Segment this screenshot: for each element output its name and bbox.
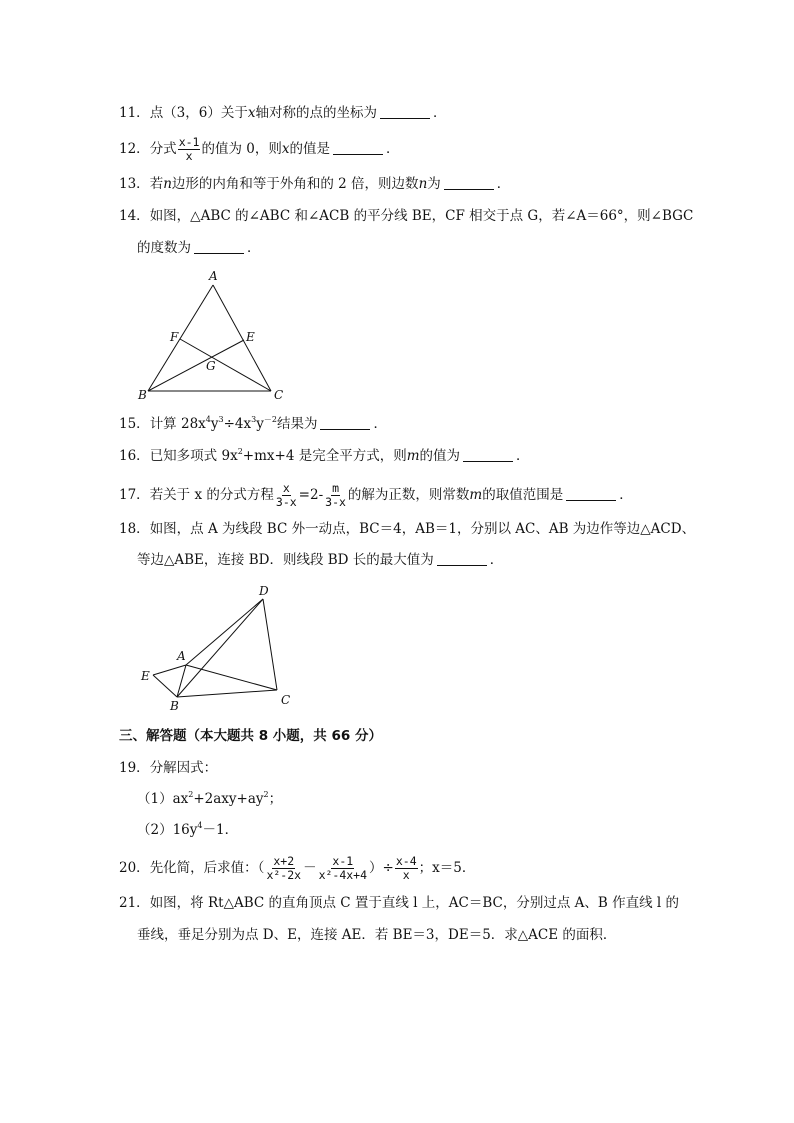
fraction: $\frac{x-1}{x}$ [178, 135, 200, 163]
question-14-line2: 的度数为 ． [137, 240, 261, 256]
question-19: 19．分解因式： [119, 760, 218, 776]
question-number: 14． [119, 208, 150, 224]
fraction: $\frac{x}{3-x}$ [275, 481, 297, 509]
segment-ea [153, 665, 186, 675]
question-number: 15． [119, 416, 150, 432]
question-number: 20． [119, 860, 150, 876]
question-number: 13． [119, 176, 150, 192]
segment-ac [213, 285, 271, 391]
question-number: 11． [119, 105, 150, 121]
answer-blank [566, 488, 616, 501]
question-19-part1: $(1)ax^2+2axy+ay^2$； [137, 790, 283, 807]
label-b: B [170, 699, 179, 713]
answer-blank [444, 177, 494, 190]
fraction: $\frac{x-1}{\text{x²-4x+4}}$ [318, 854, 368, 882]
segment-dc [263, 599, 277, 690]
question-number: 16． [119, 448, 150, 464]
question-14: 14．如图，△ABC 的∠ABC 和∠ACB 的平分线 BE，CF 相交于点 G，若∠A＝66°，则∠BGC [119, 208, 694, 224]
question-number: 18． [119, 521, 150, 537]
label-a: A [177, 649, 186, 663]
segment-eb [153, 675, 177, 697]
answer-blank [333, 142, 383, 155]
label-d: D [259, 584, 269, 598]
answer-blank [463, 449, 513, 462]
label-g: G [206, 359, 216, 373]
question-number: 19． [119, 760, 150, 776]
label-f: F [170, 330, 179, 344]
fraction: $\frac{x-4}{x}$ [395, 854, 417, 882]
label-a: A [209, 269, 218, 283]
label-e: E [141, 669, 150, 683]
fraction: $\frac{m}{3-x}$ [325, 481, 346, 509]
segment-cf [180, 339, 271, 391]
question-18: 18．如图，点 A 为线段 BC 外一动点，BC＝4，AB＝1，分别以 AC、AB 为边作等边△ACD、 [119, 521, 696, 537]
fraction: $\frac{x+2}{\text{x²-2x}}$ [266, 854, 302, 882]
question-11: 11．点（3，6）关于x轴对称的点的坐标为 ． [119, 105, 447, 121]
label-b: B [138, 388, 147, 402]
segment-da [186, 599, 263, 665]
figure-14-triangle [130, 265, 290, 405]
question-21: 21．如图，将 Rt△ABC 的直角顶点 C 置于直线 l 上，AC＝BC，分别过点 A、B 作直线 l 的 [119, 895, 680, 911]
answer-blank [320, 417, 370, 430]
question-number: 21． [119, 895, 150, 911]
answer-blank [380, 106, 430, 119]
segment-ab [148, 285, 213, 391]
question-15: 15．计算 $28x^4y^3\div 4x^3y^{-2}$结果为 ． [119, 415, 387, 432]
figure-18-triangles [135, 580, 305, 715]
label-c: C [274, 388, 284, 402]
answer-blank [437, 553, 487, 566]
section-3-heading: 三、解答题（本大题共 8 小题，共 66 分） [119, 728, 382, 744]
segment-ac [186, 665, 277, 690]
question-16: 16．已知多项式 $9x^2+mx+4$ 是完全平方式，则m的值为 ． [119, 447, 530, 464]
question-17: 17．若关于 x 的分式方程 $\frac{x}{3-x}$ =2- $\frac{m}{3-x}$ 的解为正数，则常数m的取值范围是 ． [119, 481, 633, 509]
question-number: 17． [119, 487, 150, 503]
question-18-line2: 等边△ABE，连接 BD．则线段 BD 长的最大值为 ． [137, 552, 504, 568]
question-number: 12． [119, 141, 150, 157]
label-c: C [281, 693, 291, 707]
question-21-line2: 垂线，垂足分别为点 D、E，连接 AE．若 BE＝3，DE＝5．求△ACE 的面积． [137, 927, 617, 943]
question-19-part2: $(2)16y^4-1$． [137, 821, 239, 838]
answer-blank [194, 241, 244, 254]
question-13: 13．若n边形的内角和等于外角和的 2 倍，则边数n为 ． [119, 176, 511, 192]
question-12: 12．分式 $\frac{x-1}{x}$ 的值为 0，则x的值是 ． [119, 135, 400, 163]
label-e: E [246, 330, 255, 344]
question-20: 20．先化简，后求值：（ $\frac{x+2}{\text{x²-2x}}$ － $\frac{x-1}{\text{x²-4x+4}}$ ）÷ $\frac{x-4}{x}$ ；x＝5． [119, 854, 476, 882]
segment-bc [177, 690, 277, 697]
